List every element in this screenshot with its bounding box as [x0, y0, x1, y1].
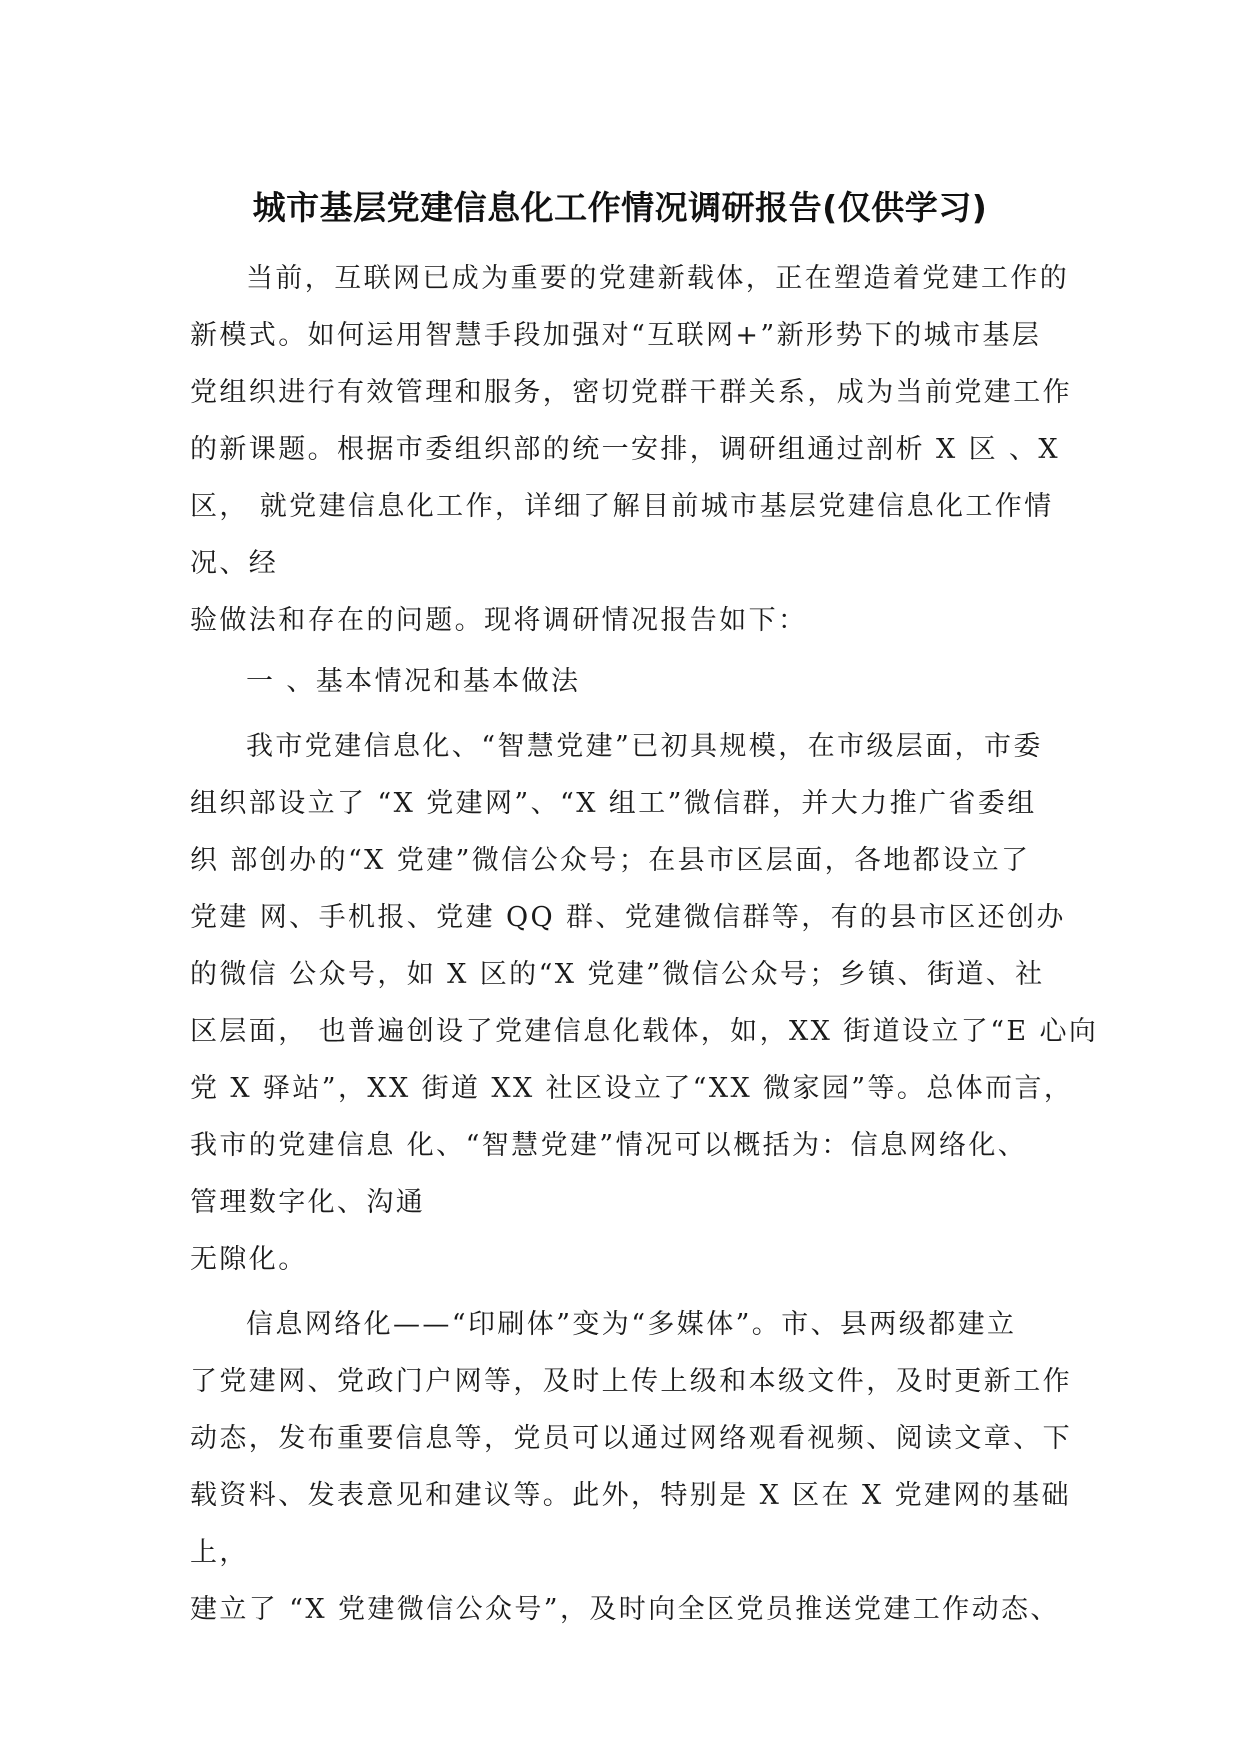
paragraph-line: 载资料、发表意见和建议等。此外，特别是 X 区在 X 党建网的基础	[190, 1480, 1071, 1511]
paragraph-line: 动态，发布重要信息等，党员可以通过网络观看视频、阅读文章、下	[190, 1423, 1072, 1454]
paragraph-line: 况、经	[190, 548, 279, 579]
paragraph-line: 建立了 “X 党建微信公众号”，及时向全区党员推送党建工作动态、	[190, 1594, 1060, 1625]
document-title: 城市基层党建信息化工作情况调研报告(仅供学习)	[252, 188, 988, 227]
paragraph-line: 区层面， 也普遍创设了党建信息化载体，如，XX 街道设立了“E 心向	[190, 1016, 1099, 1047]
paragraph-line: 管理数字化、沟通	[190, 1187, 426, 1218]
paragraph-line: 的微信 公众号，如 X 区的“X 党建”微信公众号；乡镇、街道、社	[190, 959, 1045, 990]
paragraph-line: 区， 就党建信息化工作，详细了解目前城市基层党建信息化工作情	[190, 491, 1054, 522]
paragraph-line: 织 部创办的“X 党建”微信公众号；在县市区层面，各地都设立了	[190, 845, 1031, 876]
section-heading: 一 、基本情况和基本做法	[246, 666, 581, 697]
paragraph-line: 我市党建信息化、“智慧党建”已初具规模，在市级层面，市委	[246, 731, 1043, 762]
paragraph-line: 信息网络化——“印刷体”变为“多媒体”。市、县两级都建立	[246, 1309, 1017, 1340]
paragraph-line: 我市的党建信息 化、“智慧党建”情况可以概括为：信息网络化、	[190, 1130, 1028, 1161]
paragraph-line: 党 X 驿站”，XX 街道 XX 社区设立了“XX 微家园”等。总体而言，	[190, 1073, 1074, 1104]
paragraph-line: 了党建网、党政门户网等，及时上传上级和本级文件，及时更新工作	[190, 1366, 1072, 1397]
paragraph-line: 无隙化。	[190, 1244, 308, 1275]
paragraph-line: 党组织进行有效管理和服务，密切党群干群关系，成为当前党建工作	[190, 377, 1072, 408]
paragraph-line: 的新课题。根据市委组织部的统一安排，调研组通过剖析 X 区 、X	[190, 434, 1060, 465]
paragraph-line: 验做法和存在的问题。现将调研情况报告如下：	[190, 605, 808, 636]
paragraph-line: 新模式。如何运用智慧手段加强对“互联网+”新形势下的城市基层	[190, 320, 1042, 351]
paragraph-line: 组织部设立了 “X 党建网”、“X 组工”微信群，并大力推广省委组	[190, 788, 1037, 819]
paragraph-line: 党建 网、手机报、党建 QQ 群、党建微信群等，有的县市区还创办	[190, 902, 1066, 933]
paragraph-line: 上，	[190, 1537, 249, 1568]
paragraph-line: 当前，互联网已成为重要的党建新载体，正在塑造着党建工作的	[246, 263, 1070, 294]
